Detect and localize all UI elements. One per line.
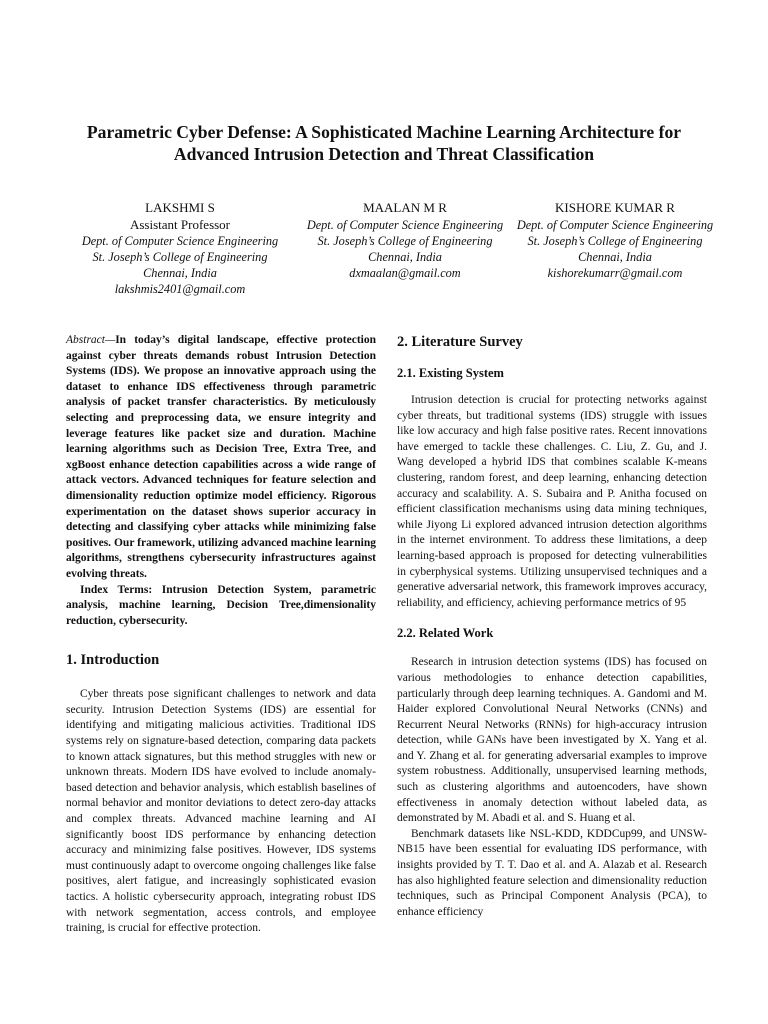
author-college: St. Joseph’s College of Engineering (92, 250, 268, 264)
abstract-label: Abstract— (66, 334, 116, 346)
author-dept: Dept. of Computer Science Engineering (516, 218, 714, 232)
author-city: Chennai, India (368, 250, 442, 264)
author-1 (40, 200, 320, 297)
author-city: Chennai, India (578, 250, 652, 264)
author-city: Chennai, India (143, 266, 217, 280)
subsection-heading-existing-system: 2.1. Existing System (397, 366, 504, 380)
author-college: St. Joseph’s College of Engineering (317, 234, 493, 248)
author-3 (490, 200, 740, 281)
author-college: St. Joseph’s College of Engineering (527, 234, 703, 248)
abstract (66, 333, 376, 583)
abstract-text: In today’s digital landscape, effective protection against cyber threats demands robust Intrusion Detection Systems (IDS). We propose an innovative approach using the dataset to enhance IDS effectiveness through parametric analysis of packet transfer characteristics. By meticulously selecting and preprocessing data, we ensure integrity and leverage features like packet size and duration. Machine learning algorithms such as Decision Tree, Extra Tree, and xgBoost enhance detection capabilities across a wide range of attack vectors. Advanced techniques for feature selection and dimensionality reduction optimize model efficiency. Rigorous experimentation on the dataset shows superior accuracy in detecting and classifying cyber attacks while minimizing false positives. Our framework, utilizing advanced machine learning algorithms, strengthens cybersecurity infrastructures against evolving threats. (66, 334, 376, 580)
author-email: lakshmis2401@gmail.com (114, 282, 246, 296)
author-dept: Dept. of Computer Science Engineering (306, 218, 504, 232)
index-terms: Index Terms: Intrusion Detection System, parametric analysis, machine learning, Decision Tree,dimensionality reduction, cybersecurity. (66, 583, 376, 627)
author-block (40, 200, 740, 300)
related-work-paragraph-2: Benchmark datasets like NSL-KDD, KDDCup99, and UNSW-NB15 have been essential for evaluating IDS performance, with insights provided by T. T. Dao et al. and A. Alazab et al. Research has also highlighted feature selection and dimensionality reduction techniques, such as Principal Component Analysis (PCA), to enhance efficiency (397, 827, 707, 918)
right-column (397, 333, 707, 920)
author-name: MAALAN M R (363, 200, 447, 215)
title-line-1: Parametric Cyber Defense: A Sophisticated Machine Learning Architecture for (86, 122, 682, 142)
author-name: KISHORE KUMAR R (555, 200, 675, 215)
existing-system-paragraph: Intrusion detection is crucial for protecting networks against cyber threats, but traditional systems (IDS) struggle with issues like low accuracy and high false positive rates. Recent innovations have emerged to tackle these challenges. C. Liu, Z. Gu, and J. Wang developed a hybrid IDS that combines scalable K-means clustering, random forest, and deep learning, enhancing detection accuracy and scalability. A. S. Subaira and P. Anitha focused on efficient classification mechanisms using data mining techniques, while Jiyong Li explored advanced intrusion detection algorithms in the internet environment. To address these limitations, a deep learning-based approach is proposed for detecting vulnerabilities in cyberphysical systems. Utilizing unsupervised techniques and a generative adversarial network, this framework improves accuracy, reliability, and efficiency, achieving performance metrics of 95 (397, 394, 707, 609)
paper-title (60, 121, 708, 165)
left-column (66, 333, 376, 937)
section-heading-introduction: 1. Introduction (66, 652, 160, 669)
title-line-2: Advanced Intrusion Detection and Threat Classification (173, 144, 595, 164)
author-email: dxmaalan@gmail.com (349, 266, 461, 280)
related-work-paragraph-1: Research in intrusion detection systems (IDS) has focused on various methodologies to enhance detection capabilities, particularly through deep learning techniques. A. Gandomi and M. Haider explored Convolutional Neural Networks (CNNs) and Recurrent Neural Networks (RNNs) for high-accuracy intrusion detection, while GANs have been investigated by X. Yang et al. and Y. Zhang et al. for generating adversarial examples to improve system robustness. Additionally, unsupervised learning methods, such as clustering algorithms and autoencoders, have shown effectiveness in anomaly detection without labeled data, as demonstrated by M. Abadi et al. and S. Huang et al. (397, 656, 707, 825)
introduction-paragraph: Cyber threats pose significant challenges to network and data security. Intrusion Detection Systems (IDS) are essential for identifying and mitigating malicious activities. Traditional IDS systems rely on signature-based detection, comparing data packets to known attack signatures, but this method struggles with new or unknown threats. Modern IDS have evolved to include anomaly-based detection and behavior analysis, which establish baselines of normal behavior and monitor deviations to detect zero-day attacks and complex threats. Advanced machine learning and AI significantly boost IDS performance by enhancing detection accuracy and minimizing false positives. However, IDS systems must continuously adapt to overcome ongoing challenges like false positives, alert fatigue, and increasingly sophisticated evasion tactics. A holistic cybersecurity approach, integrating robust IDS with network segmentation, access controls, and employee training, is crucial for effective protection. (66, 688, 376, 935)
subsection-heading-related-work: 2.2. Related Work (397, 626, 494, 641)
author-name: LAKSHMI S (145, 200, 215, 215)
section-heading-literature-survey: 2. Literature Survey (397, 334, 523, 350)
author-role: Assistant Professor (129, 217, 231, 232)
author-dept: Dept. of Computer Science Engineering (81, 234, 279, 248)
author-email: kishorekumarr@gmail.com (547, 266, 683, 280)
